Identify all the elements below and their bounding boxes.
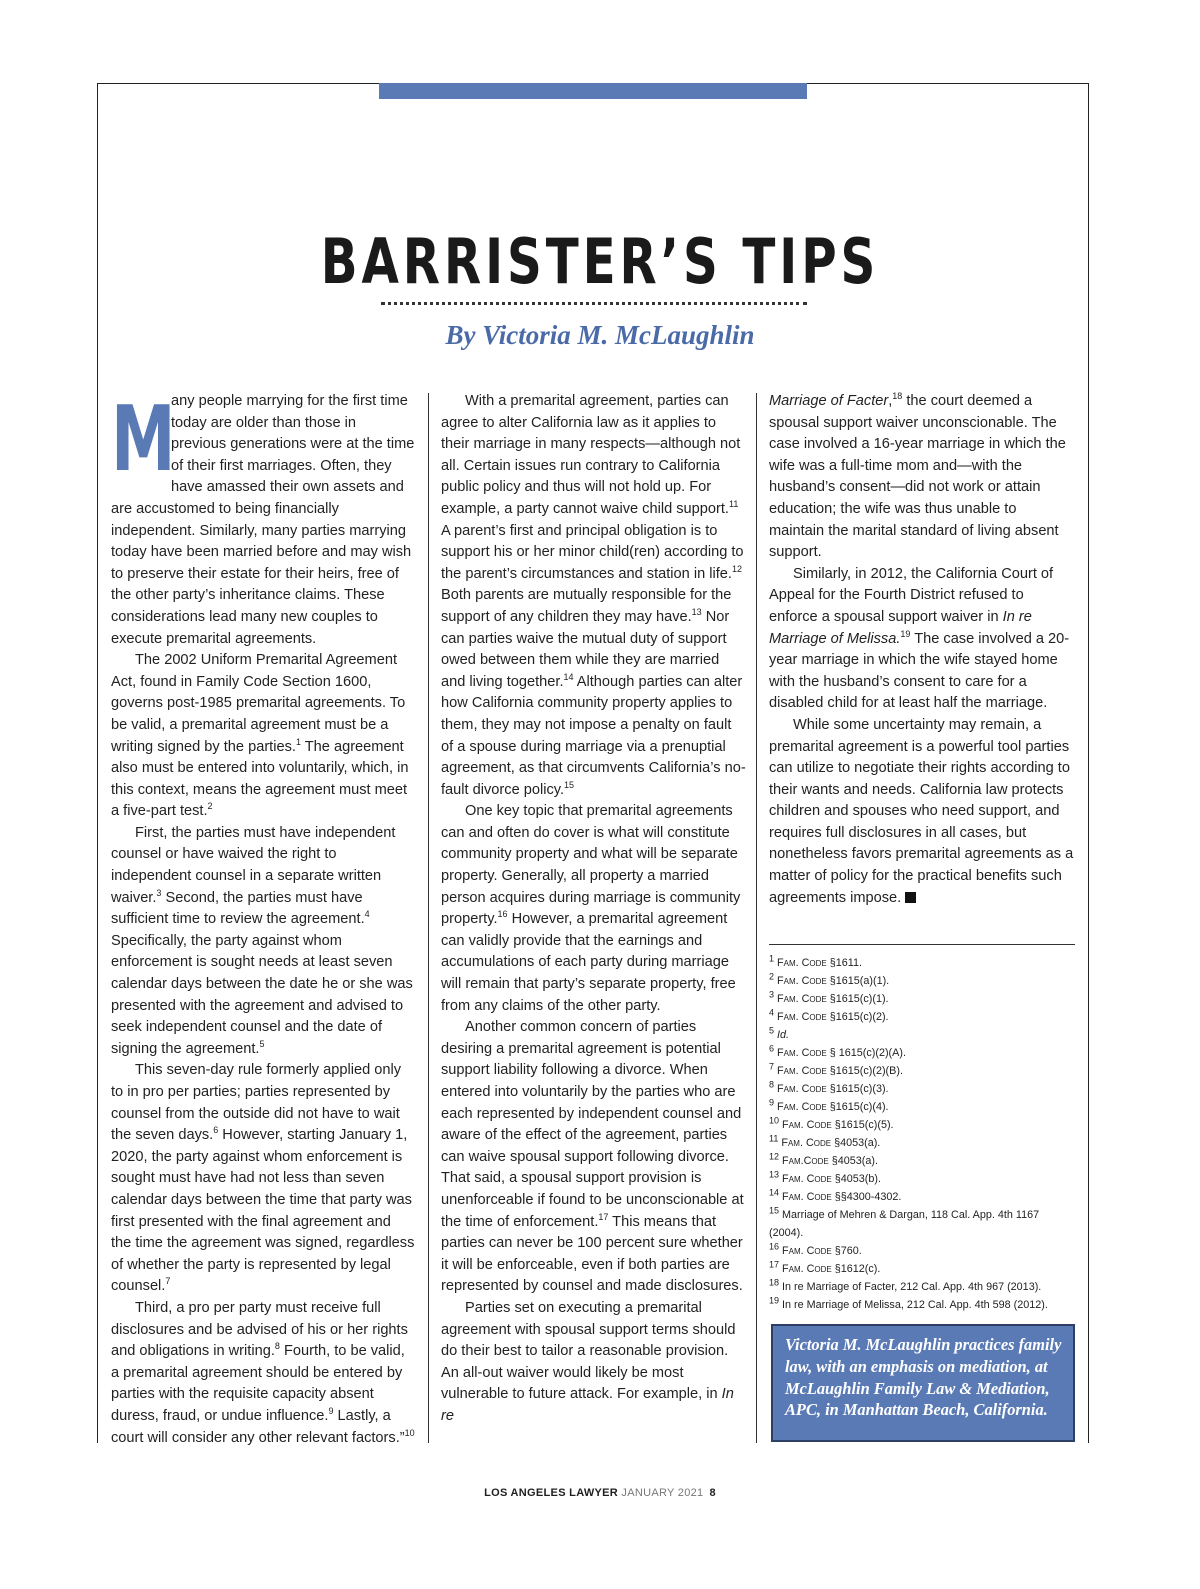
code-name: Fam. Code: [777, 1047, 827, 1059]
footnote-number: 11: [769, 1133, 779, 1144]
footnote-ref[interactable]: 19: [900, 628, 911, 639]
paragraph-text: any people marrying for the first time today are older than those in previous generations were at the time of their first marriages. Often, they have amassed their own assets and are accustomed to being financially independent. Similarly, many parties marrying today have been married before and may wish to preserve their estate for their heirs, free of the other party’s inheritance claims. These considerations lead many new couples to execute premarital agreements.: [111, 393, 415, 647]
footnote-number: 16: [769, 1241, 780, 1252]
dotted-divider: [381, 302, 807, 305]
footnote-item: [769, 1116, 1075, 1134]
footnote-item: [769, 1242, 1075, 1260]
byline: By Victoria M. McLaughlin: [445, 320, 755, 350]
footnote-number: 5: [769, 1025, 775, 1036]
paragraph-text: Parties set on executing a premarital agreement with spousal support terms should do their best to tailor a reasonable provision. An all-out waiver would likely be most vulnerable to future attack. For example, in: [441, 1299, 736, 1403]
footnote-number: 10: [769, 1115, 780, 1126]
end-mark-icon: [905, 892, 916, 903]
footnote-number: 9: [769, 1097, 775, 1108]
code-name: Fam. Code: [781, 1137, 832, 1149]
case-name: In re: [441, 1386, 734, 1424]
code-name: Fam. Code: [777, 1065, 827, 1077]
footnote-text: Marriage of Mehren & Dargan, 118 Cal. App. 4th 1167: [782, 1209, 1040, 1221]
footnote-number: 3: [769, 989, 775, 1000]
footnote-ref[interactable]: 8: [274, 1341, 280, 1352]
footnote-ref[interactable]: 9: [328, 1406, 334, 1417]
footnote-item: [769, 1296, 1075, 1314]
page-title: BARRISTER’S TIPS: [320, 225, 880, 298]
paragraph: [441, 1298, 747, 1428]
footnote-text: §1611.: [826, 957, 862, 969]
footnote-number: 7: [769, 1061, 775, 1072]
paragraph: [441, 391, 747, 801]
code-name: Fam. Code: [777, 993, 827, 1005]
code-name: Fam. Code: [782, 1245, 832, 1257]
paragraph: [769, 715, 1075, 909]
footnote-number: 19: [769, 1295, 780, 1306]
paragraph-text: Second, the parties must have sufficient time to review the agreement.: [111, 889, 365, 928]
paragraph: [111, 823, 415, 1061]
footnote-item: [769, 1026, 1075, 1044]
footnote-item: [769, 1062, 1075, 1080]
paragraph: [769, 564, 1075, 715]
paragraph: [111, 650, 415, 823]
footnote-number: 4: [769, 1007, 775, 1018]
footnote-ref[interactable]: 1: [295, 736, 301, 747]
paragraph: [111, 387, 415, 650]
paragraph-text: While some uncertainty may remain, a premarital agreement is a powerful tool parties can utilize to negotiate their rights according to their wants and needs. California law protects children and spouses who need support, and requires full disclosures in all cases, but nonetheless favors premarital agreements as a matter of policy for the practical benefits such agreements impose.: [769, 716, 1074, 906]
footnote-text: In re Marriage of Facter, 212 Cal. App. 4th 967 (2013).: [782, 1281, 1042, 1293]
footnote-number: 18: [769, 1277, 780, 1288]
drop-cap: M: [111, 387, 176, 492]
footnote-number: 15: [769, 1205, 780, 1216]
paragraph-text: The agreement also must be entered into voluntarily, which, in this context, means the agreement must meet a five-part test.: [111, 738, 409, 820]
accent-bar: [379, 83, 807, 99]
footnote-number: 6: [769, 1043, 775, 1054]
footnote-text: §4053(a).: [828, 1155, 878, 1167]
footnote-item: [769, 1008, 1075, 1026]
footnote-item: [769, 1188, 1075, 1206]
paragraph-text: Another common concern of parties desiring a premarital agreement is potential support liability following a divorce. When entered into voluntarily by the parties who are each represented by independent counsel and aware of the effect of the agreement, parties can waive spousal support following divorce. That said, a spousal support provision is unenforceable if found to be unconscionable at the time of enforcement.: [441, 1019, 744, 1230]
footnote-number: 1: [769, 953, 775, 964]
paragraph-text: Both parents are mutually responsible for the support of any children they may have.: [441, 587, 732, 625]
paragraph: [441, 801, 747, 1017]
footnote-text: §4053(a).: [831, 1137, 881, 1149]
footnote-text: §1612(c).: [831, 1263, 881, 1275]
column-rule: [428, 393, 429, 1443]
footnote-divider: [769, 944, 1075, 945]
code-name: Fam.Code: [782, 1155, 829, 1167]
paragraph-text: the court deemed a spousal support waiver unconscionable. The case involved a 16-year marriage in which the wife was a full-time mom and—with the husband’s consent—did not work or attain education; the wife was thus unable to maintain the marital standard of living absent support.: [769, 393, 1066, 561]
magazine-name: LOS ANGELES LAWYER: [484, 1487, 619, 1499]
paragraph-text: However, a premarital agreement can validly provide that the earnings and accumulations of each party during marriage will remain that party’s separate property, free from any claims of the other party.: [441, 911, 736, 1014]
code-name: Fam. Code: [782, 1173, 832, 1185]
footnote-ref[interactable]: 4: [364, 909, 370, 920]
paragraph-text: First, the parties must have independent counsel or have waived the right to independent counsel in a separate written waiver.: [111, 824, 396, 906]
footnote-item: [769, 1278, 1075, 1296]
paragraph-text: Third, a pro per party must receive full disclosures and be advised of his or her rights and obligations in writing.: [111, 1299, 408, 1360]
footnote-text: §§4300-4302.: [831, 1191, 902, 1203]
footnote-item: [769, 990, 1075, 1008]
paragraph-text: Specifically, the party against whom enforcement is sought needs at least seven calendar days between the date he or she was presented with the agreement and advised to seek independent counsel and the date of signing the agreement.: [111, 932, 413, 1057]
footnote-ref[interactable]: 17: [598, 1211, 609, 1222]
footnote-number: 2: [769, 971, 775, 982]
footnote-number: 12: [769, 1151, 780, 1162]
paragraph-text: Similarly, in 2012, the California Court of Appeal for the Fourth District refused to enforce a spousal support waiver in: [769, 565, 1054, 625]
code-name: Fam. Code: [777, 1101, 827, 1113]
footnote-ref[interactable]: 7: [165, 1276, 171, 1287]
footnote-ref[interactable]: 15: [564, 779, 575, 790]
paragraph-text: A parent’s first and principal obligation is to support his or her minor child(ren) according to the parent’s circumstances and station in life.: [441, 522, 744, 582]
footnote-ref[interactable]: 16: [497, 909, 508, 920]
footnote-item: [769, 972, 1075, 990]
footnote-item: [769, 1044, 1075, 1062]
footnote-item: [769, 1134, 1075, 1152]
footnote-text: Id.: [777, 1029, 790, 1041]
footnote-number: 14: [769, 1187, 780, 1198]
code-name: Fam. Code: [782, 1191, 832, 1203]
author-bio-box: Victoria M. McLaughlin practices family law, with an emphasis on mediation, at McLaughlin Family Law & Mediation, APC, in Manhattan Beach, California.: [771, 1324, 1075, 1442]
paragraph-text: Nor can parties waive the mutual duty of support owed between them while they are married and living together.: [441, 608, 730, 690]
paragraph-text: Fourth, to be valid, a premarital agreement should be entered by parties with the requisite capacity absent duress, fraud, or undue influence.: [111, 1343, 405, 1424]
article-column-1: [111, 387, 415, 1449]
paragraph-text: This seven-day rule formerly applied only to in pro per parties; parties represented by counsel from the outside did not have to wait the seven days.: [111, 1062, 402, 1144]
issue-date: JANUARY 2021: [618, 1487, 704, 1499]
code-name: Fam. Code: [782, 1263, 832, 1275]
code-name: Fam. Code: [777, 975, 827, 987]
paragraph-text: Lastly, a court will consider any other relevant factors.”: [111, 1407, 405, 1446]
page-number: 8: [709, 1487, 716, 1499]
footnote-text: §1615(c)(2).: [826, 1011, 889, 1023]
footnote-text: In re Marriage of Melissa, 212 Cal. App. 4th 598 (2012).: [782, 1299, 1048, 1311]
code-name: Fam. Code: [777, 1083, 827, 1095]
footnote-text: §1615(c)(4).: [826, 1101, 889, 1113]
footnote-text: §1615(c)(3).: [826, 1083, 889, 1095]
footnote-item: [769, 1152, 1075, 1170]
footnote-item: [769, 1260, 1075, 1278]
footnote-item: [769, 1098, 1075, 1116]
column-rule: [756, 393, 757, 1443]
footnote-number: 8: [769, 1079, 775, 1090]
footnote-ref[interactable]: 14: [563, 671, 574, 682]
footnote-ref[interactable]: 6: [213, 1125, 219, 1136]
footnote-ref[interactable]: 11: [728, 499, 739, 510]
article-column-3: [769, 391, 1075, 909]
footnote-ref[interactable]: 3: [156, 887, 162, 898]
code-name: Fam. Code: [782, 1119, 832, 1131]
paragraph: [111, 1060, 415, 1298]
footnote-ref[interactable]: 13: [691, 607, 702, 618]
code-name: Fam. Code: [777, 1011, 827, 1023]
paragraph: [441, 1017, 747, 1298]
footnote-text: §1615(c)(1).: [826, 993, 889, 1005]
footnote-text: §760.: [831, 1245, 862, 1257]
paragraph: Marriage of Facter,$^{18}$ the court deemed a spousal support waiver unconscionable. The case involved a 16-year marriage in which the wife was a full-time mom and—with the husband’s consent—did not work or attain education; the wife was thus unable to maintain the marital standard of living absent support.: [769, 391, 1066, 561]
article-column-2: [441, 391, 747, 1428]
paragraph-text: This means that parties can never be 100 percent sure whether it will be enforceable, even if both parties are represented by counsel and made disclosures.: [441, 1213, 743, 1295]
case-name: In re Marriage of Melissa.: [769, 608, 1032, 647]
page-footer: [0, 1487, 1200, 1499]
footnote-ref[interactable]: 5: [259, 1038, 265, 1049]
footnote-item: [769, 1224, 1075, 1242]
footnote-item: [769, 1206, 1075, 1224]
paragraph-text: With a premarital agreement, parties can agree to alter California law as it applies to their marriage in many respects—although not all. Certain issues run contrary to California public policy and thus will not hold up. For example, a party cannot waive child support.: [441, 393, 741, 517]
footnote-text: (2004).: [769, 1227, 804, 1239]
footnote-item: [769, 954, 1075, 972]
paragraph-text: However, starting January 1, 2020, the party against whom enforcement is sought must have had not less than seven calendar days between the time that party was first presented with the final agreement and the time the agreement was signed, regardless of whether the party is represented by legal counsel.: [111, 1127, 415, 1295]
footnotes-list: [769, 954, 1075, 1314]
paragraph-text: Although parties can alter how California community property applies to them, they may not impose a penalty on fault of a spouse during marriage via a prenuptial agreement, as that circumvents California’s no-fault divorce policy.: [441, 673, 746, 798]
footnote-ref[interactable]: 10: [404, 1427, 415, 1438]
footnote-ref[interactable]: 2: [207, 801, 213, 812]
footnote-ref[interactable]: 18: [892, 391, 903, 402]
footnote-item: [769, 1170, 1075, 1188]
footnote-text: § 1615(c)(2)(A).: [826, 1047, 906, 1059]
code-name: Fam. Code: [777, 957, 827, 969]
footnote-number: 17: [769, 1259, 780, 1270]
paragraph-text: The case involved a 20-year marriage in which the wife stayed home with the husband’s consent to care for a disabled child for at least half the marriage.: [769, 630, 1070, 712]
footnote-number: 13: [769, 1169, 780, 1180]
footnote-text: §1615(c)(5).: [831, 1119, 894, 1131]
footnote-text: §1615(c)(2)(B).: [826, 1065, 903, 1077]
paragraph-text: One key topic that premarital agreements can and often do cover is what will constitute community property and what will be separate property. Generally, all property a married person acquires during marriage is community property.: [441, 803, 741, 928]
case-name: Marriage of Facter: [769, 393, 889, 409]
paragraph: [111, 1298, 415, 1449]
footnote-text: §4053(b).: [831, 1173, 881, 1185]
footnote-text: §1615(a)(1).: [826, 975, 890, 987]
footnote-ref[interactable]: 12: [731, 563, 742, 574]
footnote-item: [769, 1080, 1075, 1098]
paragraph-text: The 2002 Uniform Premarital Agreement Act, found in Family Code Section 1600, governs post-1985 premarital agreements. To be valid, a premarital agreement must be a writing signed by the parties.: [111, 652, 406, 755]
